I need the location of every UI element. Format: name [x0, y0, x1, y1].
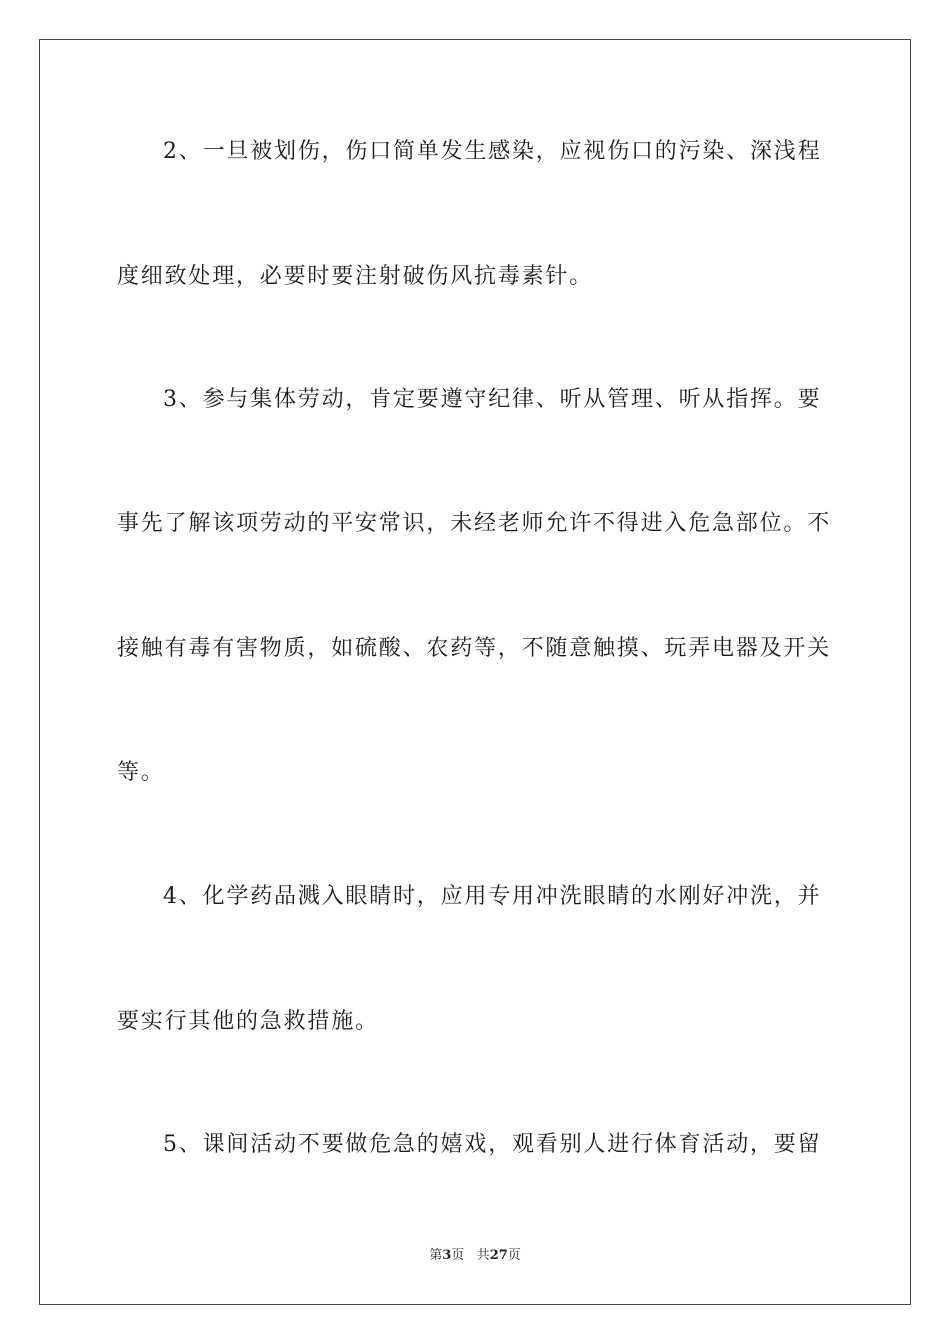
paragraph-3-line-4: 等。: [117, 760, 165, 785]
footer-page-suffix: 页: [451, 1248, 465, 1263]
paragraph-4-line-1: 4、化学药品溅入眼睛时，应用专用冲洗眼睛的水刚好冲洗，并: [163, 884, 822, 909]
paragraph-2-line-1: 2、一旦被划伤，伤口简单发生感染，应视伤口的污染、深浅程: [163, 139, 822, 164]
paragraph-3-line-1: 3、参与集体劳动，肯定要遵守纪律、听从管理、听从指挥。要: [163, 387, 822, 412]
footer-total-prefix: 共: [476, 1248, 490, 1263]
paragraph-3-line-3: 接触有毒有害物质，如硫酸、农药等，不随意触摸、玩弄电器及开关: [117, 636, 832, 661]
page-border: [39, 39, 911, 1305]
paragraph-4-line-2: 要实行其他的急救措施。: [117, 1009, 379, 1034]
paragraph-2-line-2: 度细致处理，必要时要注射破伤风抗毒素针。: [117, 264, 594, 289]
page-footer: [0, 1247, 950, 1265]
paragraph-3-line-2: 事先了解该项劳动的平安常识，未经老师允许不得进入危急部位。不: [117, 511, 832, 536]
paragraph-5-line-1: 5、课间活动不要做危急的嬉戏，观看别人进行体育活动，要留: [163, 1132, 822, 1157]
footer-page-prefix: 第: [429, 1248, 443, 1263]
footer-page-number: 3: [442, 1248, 452, 1263]
footer-total-pages: 27: [489, 1248, 508, 1263]
footer-total-suffix: 页: [507, 1248, 521, 1263]
